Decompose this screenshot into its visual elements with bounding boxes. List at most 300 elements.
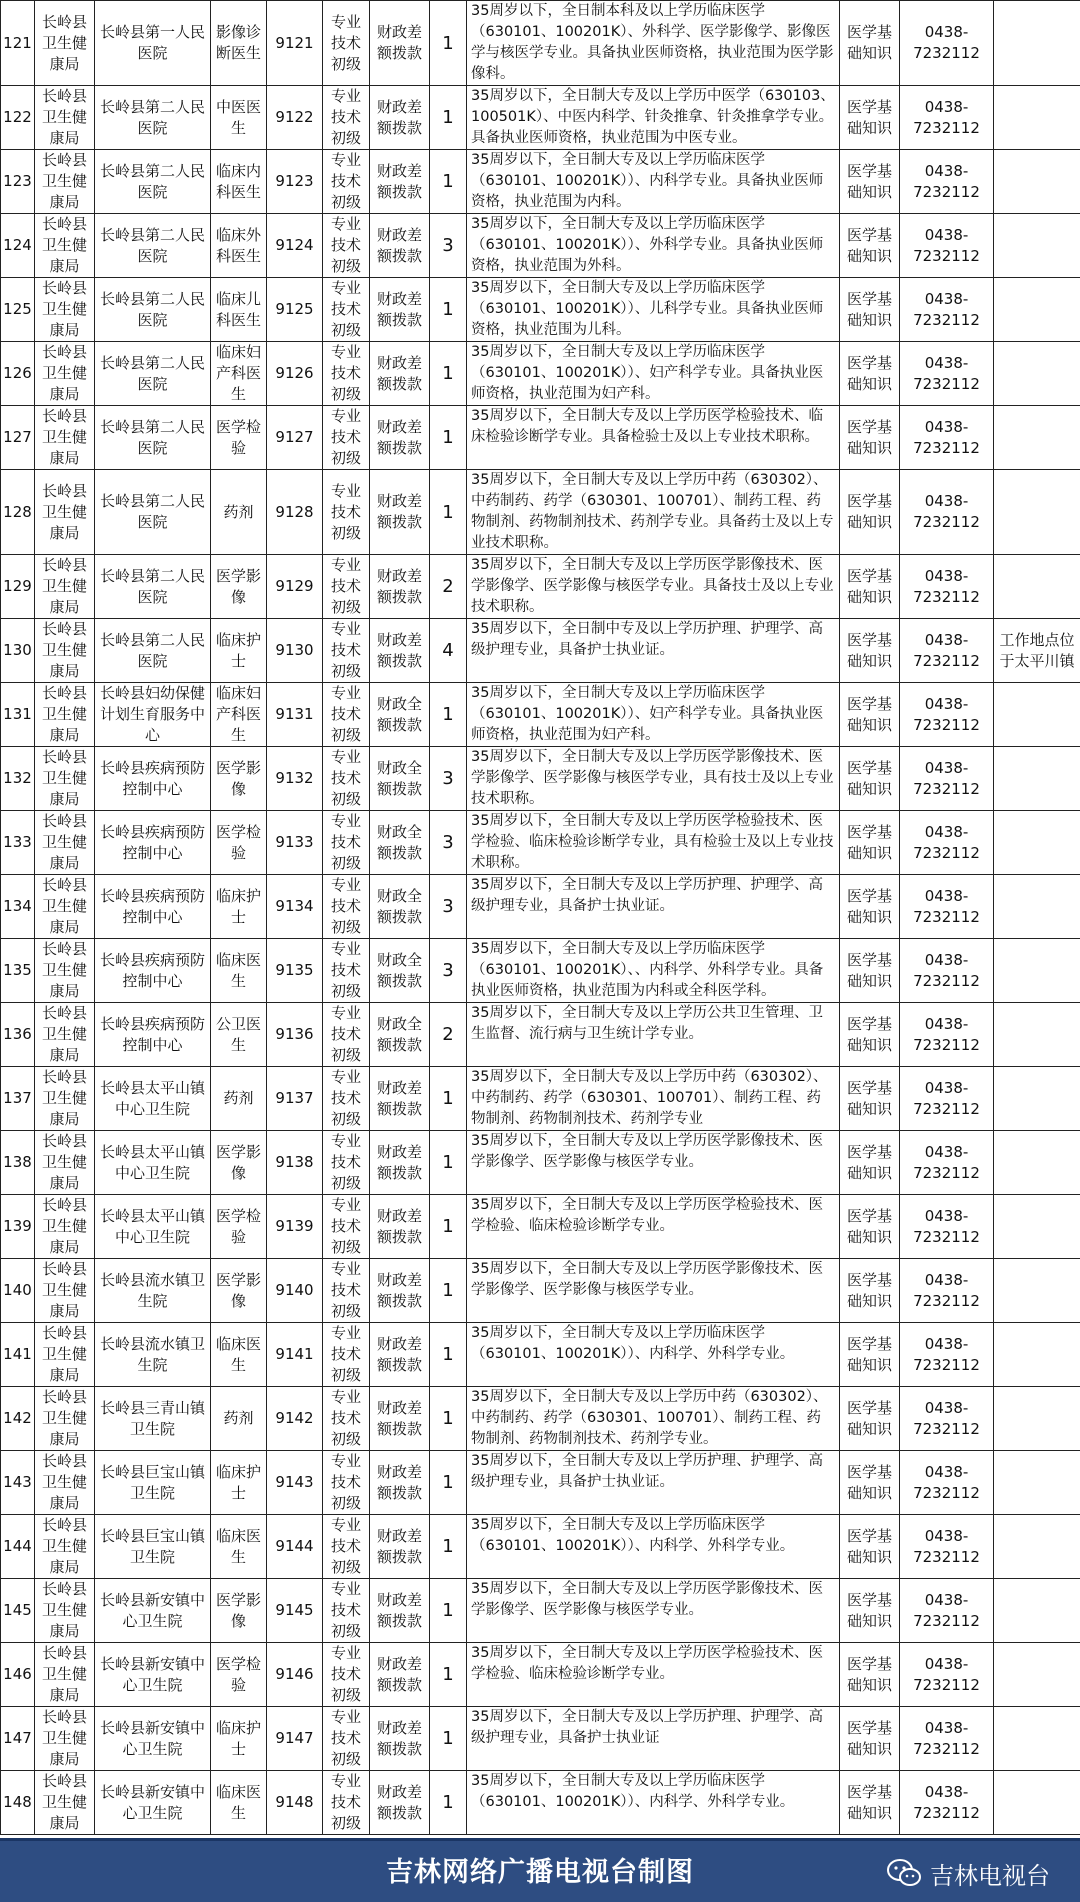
exam-subject-cell: 医学基础知识 bbox=[840, 1323, 900, 1387]
department-cell: 长岭县卫生健康局 bbox=[35, 1451, 95, 1515]
note-cell bbox=[994, 811, 1080, 875]
level-cell: 专业技术初级 bbox=[323, 1259, 370, 1323]
note-cell bbox=[994, 1771, 1080, 1835]
position-cell: 医学检验 bbox=[211, 811, 267, 875]
exam-subject-cell: 医学基础知识 bbox=[840, 683, 900, 747]
department-cell: 长岭县卫生健康局 bbox=[35, 1323, 95, 1387]
level-cell: 专业技术初级 bbox=[323, 1771, 370, 1835]
note-cell bbox=[994, 86, 1080, 150]
phone-cell: 0438-7232112 bbox=[900, 1643, 994, 1707]
unit-cell: 长岭县流水镇卫生院 bbox=[95, 1259, 211, 1323]
phone-cell: 0438-7232112 bbox=[900, 619, 994, 683]
table-row bbox=[1, 1643, 1080, 1707]
department-cell: 长岭县卫生健康局 bbox=[35, 1643, 95, 1707]
department-cell: 长岭县卫生健康局 bbox=[35, 342, 95, 406]
department-cell: 长岭县卫生健康局 bbox=[35, 278, 95, 342]
headcount-cell: 1 bbox=[430, 278, 467, 342]
requirements-cell: 35周岁以下，全日制大专及以上学历医学影像技术、医学影像学、医学影像与核医学专业。 bbox=[467, 1131, 840, 1195]
unit-cell: 长岭县新安镇中心卫生院 bbox=[95, 1579, 211, 1643]
requirements-cell: 35周岁以下，全日制大专及以上学历护理、护理学、高级护理专业，具备护士执业证 bbox=[467, 1707, 840, 1771]
headcount-cell: 3 bbox=[430, 747, 467, 811]
funding-cell: 财政差额拨款 bbox=[370, 1451, 430, 1515]
phone-cell: 0438-7232112 bbox=[900, 86, 994, 150]
headcount-cell: 1 bbox=[430, 1771, 467, 1835]
unit-cell: 长岭县第二人民医院 bbox=[95, 278, 211, 342]
table-row bbox=[1, 470, 1080, 555]
phone-cell: 0438-7232112 bbox=[900, 555, 994, 619]
exam-subject-cell: 医学基础知识 bbox=[840, 470, 900, 555]
department-cell: 长岭县卫生健康局 bbox=[35, 1259, 95, 1323]
funding-cell: 财政差额拨款 bbox=[370, 470, 430, 555]
unit-cell: 长岭县太平山镇中心卫生院 bbox=[95, 1067, 211, 1131]
level-cell: 专业技术初级 bbox=[323, 1323, 370, 1387]
level-cell: 专业技术初级 bbox=[323, 1451, 370, 1515]
funding-cell: 财政差额拨款 bbox=[370, 619, 430, 683]
department-cell: 长岭县卫生健康局 bbox=[35, 214, 95, 278]
phone-cell: 0438-7232112 bbox=[900, 1195, 994, 1259]
requirements-cell: 35周岁以下，全日制大专及以上学历临床医学（630101、100201K））、儿科学专业。具备执业医师资格，执业范围为儿科。 bbox=[467, 278, 840, 342]
note-cell bbox=[994, 1643, 1080, 1707]
phone-cell: 0438-7232112 bbox=[900, 683, 994, 747]
headcount-cell: 2 bbox=[430, 555, 467, 619]
note-cell bbox=[994, 1387, 1080, 1451]
phone-cell: 0438-7232112 bbox=[900, 214, 994, 278]
headcount-cell: 1 bbox=[430, 1515, 467, 1579]
requirements-cell: 35周岁以下，全日制大专及以上学历中药（630302）、中药制药、药学（630301、100701）、制药工程、药物制剂、药物制剂技术、药剂学专业 bbox=[467, 1067, 840, 1131]
row-number: 135 bbox=[1, 939, 35, 1003]
level-cell: 专业技术初级 bbox=[323, 406, 370, 470]
table-row bbox=[1, 1259, 1080, 1323]
funding-cell: 财政差额拨款 bbox=[370, 86, 430, 150]
unit-cell: 长岭县第二人民医院 bbox=[95, 86, 211, 150]
funding-cell: 财政差额拨款 bbox=[370, 278, 430, 342]
wechat-icon bbox=[886, 1858, 922, 1888]
unit-cell: 长岭县太平山镇中心卫生院 bbox=[95, 1131, 211, 1195]
department-cell: 长岭县卫生健康局 bbox=[35, 619, 95, 683]
exam-subject-cell: 医学基础知识 bbox=[840, 747, 900, 811]
funding-cell: 财政差额拨款 bbox=[370, 1067, 430, 1131]
phone-cell: 0438-7232112 bbox=[900, 1067, 994, 1131]
level-cell: 专业技术初级 bbox=[323, 1195, 370, 1259]
requirements-cell: 35周岁以下，全日制大专及以上学历医学检验技术、临床检验诊断学专业。具备检验士及以上专业技术职称。 bbox=[467, 406, 840, 470]
funding-cell: 财政差额拨款 bbox=[370, 150, 430, 214]
table-row bbox=[1, 278, 1080, 342]
requirements-cell: 35周岁以下，全日制本科及以上学历临床医学（630101、100201K）、外科学、医学影像学、影像医学与核医学专业。具备执业医师资格，执业范围为医学影像科。 bbox=[467, 1, 840, 86]
row-number: 136 bbox=[1, 1003, 35, 1067]
position-cell: 医学影像 bbox=[211, 1579, 267, 1643]
position-code-cell: 9132 bbox=[267, 747, 323, 811]
note-cell bbox=[994, 342, 1080, 406]
note-cell bbox=[994, 1451, 1080, 1515]
department-cell: 长岭县卫生健康局 bbox=[35, 1067, 95, 1131]
funding-cell: 财政差额拨款 bbox=[370, 1387, 430, 1451]
footer-title: 吉林网络广播电视台制图 bbox=[386, 1857, 694, 1888]
position-cell: 临床外科医生 bbox=[211, 214, 267, 278]
headcount-cell: 1 bbox=[430, 1067, 467, 1131]
table-row bbox=[1, 342, 1080, 406]
position-code-cell: 9130 bbox=[267, 619, 323, 683]
headcount-cell: 1 bbox=[430, 470, 467, 555]
headcount-cell: 1 bbox=[430, 1643, 467, 1707]
phone-cell: 0438-7232112 bbox=[900, 1579, 994, 1643]
unit-cell: 长岭县第二人民医院 bbox=[95, 342, 211, 406]
note-cell bbox=[994, 1259, 1080, 1323]
funding-cell: 财政全额拨款 bbox=[370, 1003, 430, 1067]
table-row bbox=[1, 1131, 1080, 1195]
funding-cell: 财政全额拨款 bbox=[370, 747, 430, 811]
position-code-cell: 9146 bbox=[267, 1643, 323, 1707]
department-cell: 长岭县卫生健康局 bbox=[35, 1387, 95, 1451]
table-row bbox=[1, 1451, 1080, 1515]
exam-subject-cell: 医学基础知识 bbox=[840, 1579, 900, 1643]
note-cell bbox=[994, 939, 1080, 1003]
position-code-cell: 9131 bbox=[267, 683, 323, 747]
headcount-cell: 1 bbox=[430, 1707, 467, 1771]
exam-subject-cell: 医学基础知识 bbox=[840, 1, 900, 86]
brand-badge[interactable] bbox=[886, 1855, 1050, 1891]
table-row bbox=[1, 1515, 1080, 1579]
position-cell: 临床儿科医生 bbox=[211, 278, 267, 342]
position-code-cell: 9135 bbox=[267, 939, 323, 1003]
funding-cell: 财政差额拨款 bbox=[370, 1515, 430, 1579]
position-code-cell: 9147 bbox=[267, 1707, 323, 1771]
headcount-cell: 1 bbox=[430, 86, 467, 150]
level-cell: 专业技术初级 bbox=[323, 811, 370, 875]
position-cell: 临床医生 bbox=[211, 1771, 267, 1835]
headcount-cell: 1 bbox=[430, 1387, 467, 1451]
headcount-cell: 1 bbox=[430, 1, 467, 86]
exam-subject-cell: 医学基础知识 bbox=[840, 1067, 900, 1131]
exam-subject-cell: 医学基础知识 bbox=[840, 939, 900, 1003]
requirements-cell: 35周岁以下，全日制大专及以上学历中药（630302）、中药制药、药学（630301、100701）、制药工程、药物制剂、药物制剂技术、药剂学专业。 bbox=[467, 1387, 840, 1451]
position-cell: 中医医生 bbox=[211, 86, 267, 150]
unit-cell: 长岭县疾病预防控制中心 bbox=[95, 1003, 211, 1067]
position-cell: 临床护士 bbox=[211, 1707, 267, 1771]
requirements-cell: 35周岁以下，全日制大专及以上学历中医学（630103、100501K）、中医内科学、针灸推拿、针灸推拿学专业。具备执业医师资格，执业范围为中医专业。 bbox=[467, 86, 840, 150]
exam-subject-cell: 医学基础知识 bbox=[840, 1195, 900, 1259]
funding-cell: 财政差额拨款 bbox=[370, 1707, 430, 1771]
note-cell bbox=[994, 150, 1080, 214]
funding-cell: 财政差额拨款 bbox=[370, 1131, 430, 1195]
phone-cell: 0438-7232112 bbox=[900, 342, 994, 406]
table-row bbox=[1, 1, 1080, 86]
requirements-cell: 35周岁以下，全日制大专及以上学历公共卫生管理、卫生监督、流行病与卫生统计学专业。 bbox=[467, 1003, 840, 1067]
phone-cell: 0438-7232112 bbox=[900, 1707, 994, 1771]
position-cell: 医学检验 bbox=[211, 1643, 267, 1707]
exam-subject-cell: 医学基础知识 bbox=[840, 342, 900, 406]
exam-subject-cell: 医学基础知识 bbox=[840, 1643, 900, 1707]
table-row bbox=[1, 619, 1080, 683]
row-number: 140 bbox=[1, 1259, 35, 1323]
department-cell: 长岭县卫生健康局 bbox=[35, 406, 95, 470]
table-row bbox=[1, 1579, 1080, 1643]
position-code-cell: 9137 bbox=[267, 1067, 323, 1131]
position-cell: 医学影像 bbox=[211, 555, 267, 619]
level-cell: 专业技术初级 bbox=[323, 150, 370, 214]
phone-cell: 0438-7232112 bbox=[900, 1515, 994, 1579]
table-row bbox=[1, 1771, 1080, 1835]
unit-cell: 长岭县疾病预防控制中心 bbox=[95, 875, 211, 939]
row-number: 144 bbox=[1, 1515, 35, 1579]
exam-subject-cell: 医学基础知识 bbox=[840, 150, 900, 214]
position-cell: 公卫医生 bbox=[211, 1003, 267, 1067]
position-cell: 临床医生 bbox=[211, 939, 267, 1003]
requirements-cell: 35周岁以下，全日制大专及以上学历中药（630302）、中药制药、药学（630301、100701）、制药工程、药物制剂、药物制剂技术、药剂学专业。具备药士及以上专业技术职称。 bbox=[467, 470, 840, 555]
requirements-cell: 35周岁以下，全日制大专及以上学历护理、护理学、高级护理专业，具备护士执业证。 bbox=[467, 875, 840, 939]
headcount-cell: 1 bbox=[430, 1131, 467, 1195]
row-number: 143 bbox=[1, 1451, 35, 1515]
row-number: 145 bbox=[1, 1579, 35, 1643]
unit-cell: 长岭县太平山镇中心卫生院 bbox=[95, 1195, 211, 1259]
note-cell bbox=[994, 1515, 1080, 1579]
department-cell: 长岭县卫生健康局 bbox=[35, 1771, 95, 1835]
department-cell: 长岭县卫生健康局 bbox=[35, 86, 95, 150]
level-cell: 专业技术初级 bbox=[323, 342, 370, 406]
unit-cell: 长岭县新安镇中心卫生院 bbox=[95, 1707, 211, 1771]
position-cell: 医学影像 bbox=[211, 1259, 267, 1323]
funding-cell: 财政全额拨款 bbox=[370, 811, 430, 875]
position-cell: 药剂 bbox=[211, 470, 267, 555]
note-cell bbox=[994, 1131, 1080, 1195]
exam-subject-cell: 医学基础知识 bbox=[840, 278, 900, 342]
funding-cell: 财政差额拨款 bbox=[370, 342, 430, 406]
requirements-cell: 35周岁以下，全日制大专及以上学历医学影像技术、医学影像学、医学影像与核医学专业。 bbox=[467, 1579, 840, 1643]
phone-cell: 0438-7232112 bbox=[900, 939, 994, 1003]
funding-cell: 财政全额拨款 bbox=[370, 939, 430, 1003]
headcount-cell: 3 bbox=[430, 875, 467, 939]
funding-cell: 财政差额拨款 bbox=[370, 555, 430, 619]
note-cell bbox=[994, 1579, 1080, 1643]
department-cell: 长岭县卫生健康局 bbox=[35, 811, 95, 875]
phone-cell: 0438-7232112 bbox=[900, 278, 994, 342]
exam-subject-cell: 医学基础知识 bbox=[840, 214, 900, 278]
headcount-cell: 1 bbox=[430, 1323, 467, 1387]
requirements-cell: 35周岁以下，全日制大专及以上学历临床医学（630101、100201K））、内科学专业。具备执业医师资格，执业范围为内科。 bbox=[467, 150, 840, 214]
position-code-cell: 9134 bbox=[267, 875, 323, 939]
note-cell bbox=[994, 1067, 1080, 1131]
level-cell: 专业技术初级 bbox=[323, 1131, 370, 1195]
headcount-cell: 1 bbox=[430, 1195, 467, 1259]
position-code-cell: 9142 bbox=[267, 1387, 323, 1451]
level-cell: 专业技术初级 bbox=[323, 1387, 370, 1451]
position-code-cell: 9126 bbox=[267, 342, 323, 406]
position-cell: 临床医生 bbox=[211, 1515, 267, 1579]
position-code-cell: 9124 bbox=[267, 214, 323, 278]
row-number: 124 bbox=[1, 214, 35, 278]
position-code-cell: 9136 bbox=[267, 1003, 323, 1067]
department-cell: 长岭县卫生健康局 bbox=[35, 555, 95, 619]
department-cell: 长岭县卫生健康局 bbox=[35, 1003, 95, 1067]
position-code-cell: 9140 bbox=[267, 1259, 323, 1323]
position-cell: 药剂 bbox=[211, 1387, 267, 1451]
note-cell bbox=[994, 214, 1080, 278]
requirements-cell: 35周岁以下，全日制大专及以上学历临床医学（630101、100201K））、妇产科学专业。具备执业医师资格，执业范围为妇产科。 bbox=[467, 342, 840, 406]
headcount-cell: 3 bbox=[430, 214, 467, 278]
note-cell bbox=[994, 1323, 1080, 1387]
row-number: 147 bbox=[1, 1707, 35, 1771]
headcount-cell: 4 bbox=[430, 619, 467, 683]
position-cell: 医学检验 bbox=[211, 1195, 267, 1259]
row-number: 134 bbox=[1, 875, 35, 939]
row-number: 142 bbox=[1, 1387, 35, 1451]
unit-cell: 长岭县第二人民医院 bbox=[95, 150, 211, 214]
level-cell: 专业技术初级 bbox=[323, 683, 370, 747]
headcount-cell: 2 bbox=[430, 1003, 467, 1067]
table-row bbox=[1, 747, 1080, 811]
funding-cell: 财政差额拨款 bbox=[370, 1771, 430, 1835]
level-cell: 专业技术初级 bbox=[323, 86, 370, 150]
level-cell: 专业技术初级 bbox=[323, 1003, 370, 1067]
exam-subject-cell: 医学基础知识 bbox=[840, 555, 900, 619]
note-cell bbox=[994, 747, 1080, 811]
exam-subject-cell: 医学基础知识 bbox=[840, 406, 900, 470]
level-cell: 专业技术初级 bbox=[323, 1067, 370, 1131]
table-row bbox=[1, 875, 1080, 939]
position-cell: 临床医生 bbox=[211, 1323, 267, 1387]
row-number: 131 bbox=[1, 683, 35, 747]
footer-banner bbox=[0, 1838, 1080, 1902]
table-row bbox=[1, 939, 1080, 1003]
note-cell bbox=[994, 470, 1080, 555]
row-number: 133 bbox=[1, 811, 35, 875]
headcount-cell: 1 bbox=[430, 1579, 467, 1643]
position-code-cell: 9139 bbox=[267, 1195, 323, 1259]
funding-cell: 财政差额拨款 bbox=[370, 1579, 430, 1643]
row-number: 146 bbox=[1, 1643, 35, 1707]
note-cell bbox=[994, 875, 1080, 939]
department-cell: 长岭县卫生健康局 bbox=[35, 683, 95, 747]
position-cell: 药剂 bbox=[211, 1067, 267, 1131]
exam-subject-cell: 医学基础知识 bbox=[840, 875, 900, 939]
exam-subject-cell: 医学基础知识 bbox=[840, 1131, 900, 1195]
funding-cell: 财政差额拨款 bbox=[370, 214, 430, 278]
level-cell: 专业技术初级 bbox=[323, 875, 370, 939]
department-cell: 长岭县卫生健康局 bbox=[35, 150, 95, 214]
unit-cell: 长岭县第二人民医院 bbox=[95, 619, 211, 683]
phone-cell: 0438-7232112 bbox=[900, 1771, 994, 1835]
level-cell: 专业技术初级 bbox=[323, 470, 370, 555]
unit-cell: 长岭县新安镇中心卫生院 bbox=[95, 1643, 211, 1707]
unit-cell: 长岭县新安镇中心卫生院 bbox=[95, 1771, 211, 1835]
phone-cell: 0438-7232112 bbox=[900, 470, 994, 555]
note-cell bbox=[994, 683, 1080, 747]
level-cell: 专业技术初级 bbox=[323, 214, 370, 278]
headcount-cell: 1 bbox=[430, 683, 467, 747]
table-row bbox=[1, 214, 1080, 278]
department-cell: 长岭县卫生健康局 bbox=[35, 939, 95, 1003]
requirements-cell: 35周岁以下，全日制大专及以上学历临床医学（630101、100201K））、内科学、外科学专业。 bbox=[467, 1771, 840, 1835]
funding-cell: 财政差额拨款 bbox=[370, 1, 430, 86]
position-cell: 临床护士 bbox=[211, 1451, 267, 1515]
table-row bbox=[1, 1387, 1080, 1451]
table-row bbox=[1, 406, 1080, 470]
position-code-cell: 9128 bbox=[267, 470, 323, 555]
position-cell: 临床护士 bbox=[211, 619, 267, 683]
row-number: 137 bbox=[1, 1067, 35, 1131]
exam-subject-cell: 医学基础知识 bbox=[840, 1387, 900, 1451]
level-cell: 专业技术初级 bbox=[323, 1707, 370, 1771]
phone-cell: 0438-7232112 bbox=[900, 1131, 994, 1195]
row-number: 138 bbox=[1, 1131, 35, 1195]
headcount-cell: 1 bbox=[430, 150, 467, 214]
row-number: 122 bbox=[1, 86, 35, 150]
position-code-cell: 9127 bbox=[267, 406, 323, 470]
level-cell: 专业技术初级 bbox=[323, 278, 370, 342]
unit-cell: 长岭县妇幼保健计划生育服务中心 bbox=[95, 683, 211, 747]
unit-cell: 长岭县疾病预防控制中心 bbox=[95, 811, 211, 875]
row-number: 129 bbox=[1, 555, 35, 619]
department-cell: 长岭县卫生健康局 bbox=[35, 470, 95, 555]
headcount-cell: 1 bbox=[430, 1451, 467, 1515]
position-cell: 影像诊断医生 bbox=[211, 1, 267, 86]
row-number: 132 bbox=[1, 747, 35, 811]
position-cell: 医学影像 bbox=[211, 747, 267, 811]
funding-cell: 财政差额拨款 bbox=[370, 1259, 430, 1323]
note-cell bbox=[994, 278, 1080, 342]
requirements-cell: 35周岁以下，全日制大专及以上学历临床医学（630101、100201K））、外科学专业。具备执业医师资格，执业范围为外科。 bbox=[467, 214, 840, 278]
level-cell: 专业技术初级 bbox=[323, 939, 370, 1003]
row-number: 121 bbox=[1, 1, 35, 86]
level-cell: 专业技术初级 bbox=[323, 619, 370, 683]
headcount-cell: 1 bbox=[430, 1259, 467, 1323]
position-code-cell: 9144 bbox=[267, 1515, 323, 1579]
unit-cell: 长岭县第二人民医院 bbox=[95, 555, 211, 619]
position-code-cell: 9145 bbox=[267, 1579, 323, 1643]
row-number: 130 bbox=[1, 619, 35, 683]
level-cell: 专业技术初级 bbox=[323, 1515, 370, 1579]
requirements-cell: 35周岁以下，全日制大专及以上学历护理、护理学、高级护理专业，具备护士执业证。 bbox=[467, 1451, 840, 1515]
position-code-cell: 9141 bbox=[267, 1323, 323, 1387]
table-row bbox=[1, 1067, 1080, 1131]
unit-cell: 长岭县巨宝山镇卫生院 bbox=[95, 1451, 211, 1515]
unit-cell: 长岭县三青山镇卫生院 bbox=[95, 1387, 211, 1451]
row-number: 139 bbox=[1, 1195, 35, 1259]
phone-cell: 0438-7232112 bbox=[900, 1003, 994, 1067]
row-number: 123 bbox=[1, 150, 35, 214]
row-number: 126 bbox=[1, 342, 35, 406]
phone-cell: 0438-7232112 bbox=[900, 1387, 994, 1451]
requirements-cell: 35周岁以下，全日制大专及以上学历临床医学（630101、100201K））、内科学、外科学专业。 bbox=[467, 1515, 840, 1579]
position-code-cell: 9143 bbox=[267, 1451, 323, 1515]
level-cell: 专业技术初级 bbox=[323, 1579, 370, 1643]
table-row bbox=[1, 86, 1080, 150]
funding-cell: 财政全额拨款 bbox=[370, 875, 430, 939]
note-cell bbox=[994, 555, 1080, 619]
table-row bbox=[1, 555, 1080, 619]
exam-subject-cell: 医学基础知识 bbox=[840, 1771, 900, 1835]
note-cell bbox=[994, 1707, 1080, 1771]
exam-subject-cell: 医学基础知识 bbox=[840, 1707, 900, 1771]
department-cell: 长岭县卫生健康局 bbox=[35, 1515, 95, 1579]
table-row bbox=[1, 1195, 1080, 1259]
level-cell: 专业技术初级 bbox=[323, 555, 370, 619]
level-cell: 专业技术初级 bbox=[323, 1, 370, 86]
brand-name: 吉林电视台 bbox=[930, 1861, 1050, 1890]
phone-cell: 0438-7232112 bbox=[900, 1451, 994, 1515]
unit-cell: 长岭县第二人民医院 bbox=[95, 214, 211, 278]
phone-cell: 0438-7232112 bbox=[900, 1323, 994, 1387]
table-row bbox=[1, 1707, 1080, 1771]
requirements-cell: 35周岁以下，全日制大专及以上学历临床医学（630101、100201K））、妇产科学专业。具备执业医师资格，执业范围为妇产科。 bbox=[467, 683, 840, 747]
headcount-cell: 3 bbox=[430, 939, 467, 1003]
row-number: 127 bbox=[1, 406, 35, 470]
phone-cell: 0438-7232112 bbox=[900, 150, 994, 214]
requirements-cell: 35周岁以下，全日制大专及以上学历医学影像技术、医学影像学、医学影像与核医学专业，具有技士及以上专业技术职称。 bbox=[467, 747, 840, 811]
unit-cell: 长岭县流水镇卫生院 bbox=[95, 1323, 211, 1387]
row-number: 141 bbox=[1, 1323, 35, 1387]
department-cell: 长岭县卫生健康局 bbox=[35, 875, 95, 939]
phone-cell: 0438-7232112 bbox=[900, 875, 994, 939]
